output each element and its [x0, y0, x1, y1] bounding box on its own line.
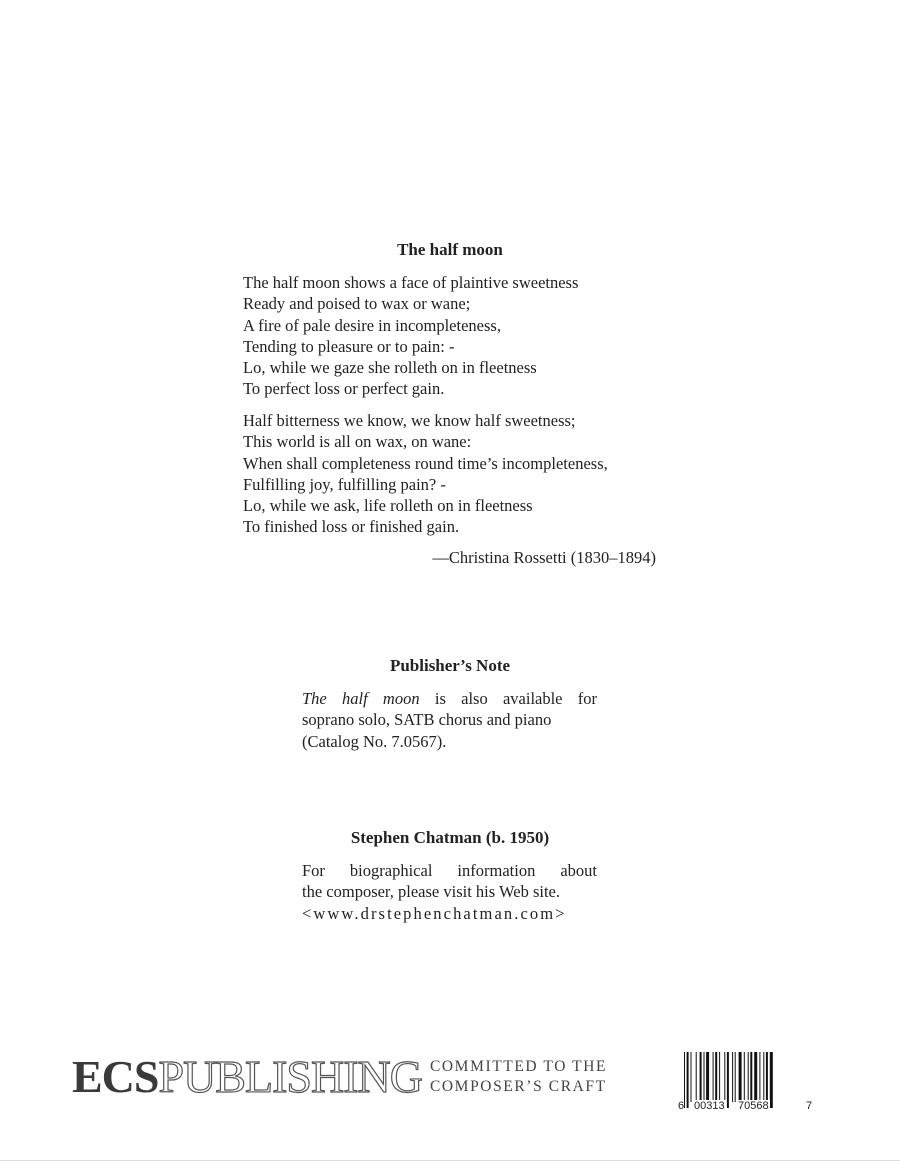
poem-title: The half moon	[397, 240, 503, 259]
barcode-bar	[719, 1052, 720, 1102]
barcode-bar	[763, 1052, 764, 1102]
publishers-note-body	[302, 688, 597, 752]
poem-line: Fulfilling joy, fulfilling pain? -	[243, 474, 446, 494]
barcode-bar	[732, 1052, 733, 1102]
tagline-line: COMPOSER’S CRAFT	[429, 1078, 607, 1095]
barcode-bar	[715, 1052, 717, 1102]
barcode-bar	[696, 1052, 697, 1102]
poem-line: This world is all on wax, on wane:	[243, 432, 472, 452]
composer-title: Stephen Chatman (b. 1950)	[350, 828, 550, 847]
barcode-bar	[750, 1052, 752, 1102]
barcode-bar	[735, 1052, 736, 1102]
note-line: soprano solo, SATB chorus and piano	[302, 710, 552, 730]
poem-line: To finished loss or finished gain.	[243, 517, 460, 537]
barcode-bar	[704, 1052, 705, 1102]
note-italic-title: The half moon	[302, 689, 420, 708]
barcode-bar	[724, 1052, 725, 1102]
poem-stanza-1	[243, 272, 683, 400]
barcode-digit-last: 7	[806, 1100, 813, 1112]
poem-line: Lo, while we ask, life rolleth on in fleetness	[243, 496, 533, 516]
barcode-bar	[744, 1052, 745, 1102]
note-line-rest: is also available for	[419, 689, 598, 708]
poem-line: A fire of pale desire in incompleteness,	[243, 315, 501, 335]
publishers-note-title: Publisher’s Note	[389, 656, 511, 675]
barcode-bar	[759, 1052, 760, 1102]
note-line	[302, 688, 597, 709]
poem-line: The half moon shows a face of plaintive sweetness	[243, 273, 579, 292]
bio-line: the composer, please visit his Web site.	[302, 882, 560, 902]
tagline-line: COMMITTED TO THE	[429, 1058, 608, 1075]
composer-body	[302, 860, 597, 924]
crop-mark	[0, 1160, 900, 1161]
composer-website-link[interactable]: <www.drstephenchatman.com>	[302, 903, 567, 923]
barcode-group-1: 00313	[694, 1100, 725, 1112]
barcode-bar	[739, 1052, 742, 1102]
barcode-bar	[691, 1052, 692, 1102]
bio-line: For biographical information about	[302, 861, 597, 880]
barcode-bar	[713, 1052, 714, 1102]
note-line: (Catalog No. 7.0567).	[302, 731, 447, 751]
poem-line: Tending to pleasure or to pain: -	[243, 336, 455, 356]
publisher-logo	[72, 1052, 607, 1102]
logo-publishing: PUBLISHING	[158, 1051, 422, 1102]
barcode-bar	[754, 1052, 757, 1102]
poem-line: Lo, while we gaze she rolleth on in fleetness	[243, 358, 537, 378]
poem-stanza-2	[243, 410, 683, 538]
barcode-digits	[676, 1100, 816, 1114]
barcode-group-2: 70568	[738, 1100, 769, 1112]
poem-attribution: —Christina Rossetti (1830–1894)	[432, 548, 656, 567]
barcode-bar	[748, 1052, 749, 1102]
barcode-digit-first: 6	[678, 1100, 685, 1112]
poem-line: To perfect loss or perfect gain.	[243, 379, 445, 399]
upc-barcode	[676, 1052, 816, 1114]
barcode-bar	[706, 1052, 709, 1102]
logo-ecs: ECS	[72, 1051, 159, 1102]
poem-line: Ready and poised to wax or wane;	[243, 294, 471, 314]
barcode-bar	[700, 1052, 702, 1102]
publisher-tagline	[430, 1057, 607, 1097]
poem-line: Half bitterness we know, we know half sweetness;	[243, 411, 576, 430]
poem-line: When shall completeness round time’s incompleteness,	[243, 453, 608, 473]
